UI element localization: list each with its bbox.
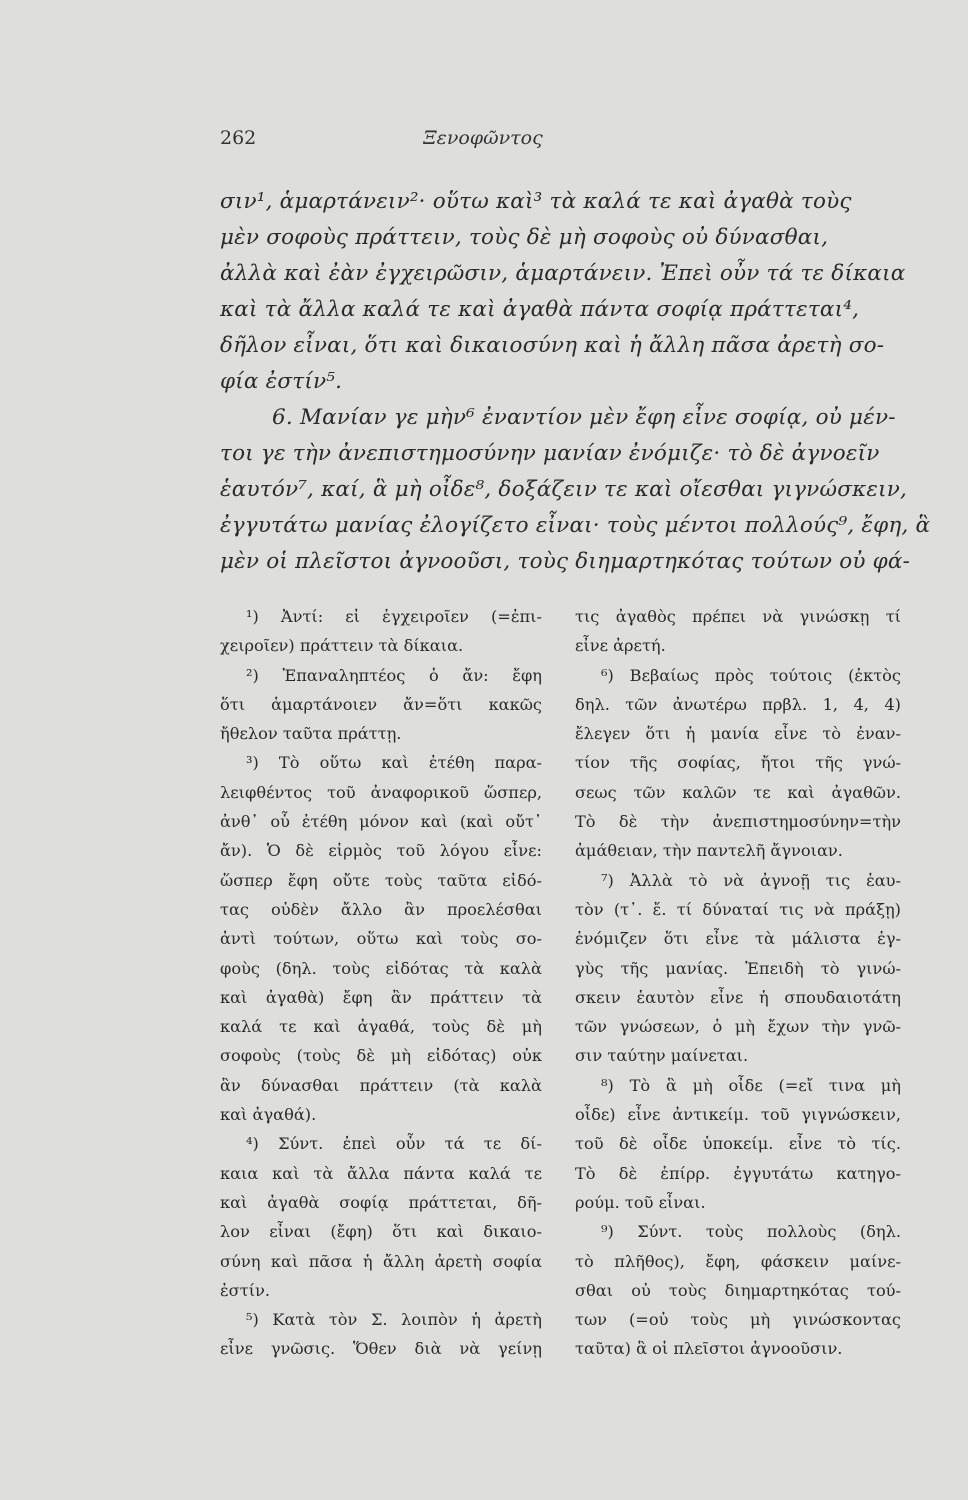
footnote-line: ἔλεγεν ὅτι ἡ μανία εἶνε τὸ ἐναν- — [575, 724, 901, 744]
main-text-line: ἐγγυτάτω μανίας ἐλογίζετο εἶναι· τοὺς μέντοι πολλούς⁹, ἔφη, ἃ — [220, 513, 931, 538]
footnote-line: τοῦ δὲ οἶδε ὑποκείμ. εἶνε τὸ τίς. — [575, 1134, 901, 1154]
footnote-line: καὶ ἀγαθὰ σοφίᾳ πράττεται, δῆ- — [220, 1192, 542, 1212]
main-text-line: μὲν σοφοὺς πράττειν, τοὺς δὲ μὴ σοφοὺς οὐ δύνασθαι, — [220, 225, 829, 250]
footnote-line: τὸ πλῆθος), ἔφη, φάσκειν μαίνε- — [575, 1251, 901, 1271]
footnote-line: εἶνε ἀρετή. — [575, 636, 666, 656]
footnote-line: ³) Τὸ οὕτω καὶ ἐτέθη παρα- — [246, 753, 542, 773]
footnote-line: καια καὶ τὰ ἄλλα πάντα καλά τε — [220, 1163, 542, 1183]
footnote-line: Τὸ δὲ ἐπίρρ. ἐγγυτάτω κατηγο- — [575, 1163, 901, 1183]
footnote-line: των (=οὐ τοὺς μὴ γινώσκοντας — [575, 1310, 901, 1330]
footnote-line: καλά τε καὶ ἀγαθά, τοὺς δὲ μὴ — [220, 1017, 542, 1037]
footnote-line: ⁴) Σύντ. ἐπεὶ οὖν τά τε δί- — [246, 1134, 542, 1154]
footnote-line: ⁷) Ἀλλὰ τὸ νὰ ἀγνοῇ τις ἑαυ- — [601, 870, 901, 890]
footnote-line: ⁵) Κατὰ τὸν Σ. λοιπὸν ἡ ἀρετὴ — [246, 1310, 542, 1330]
footnote-line: ²) Ἐπαναληπτέος ὁ ἄν: ἔφη — [246, 665, 542, 685]
footnote-line: ἐστίν. — [220, 1280, 271, 1300]
main-text-line: ἑαυτόν⁷, καί, ἃ μὴ οἶδε⁸, δοξάζειν τε καὶ οἴεσθαι γιγνώσκειν, — [220, 477, 908, 502]
footnote-line: δηλ. τῶν ἀνωτέρω πρβλ. 1, 4, 4) — [575, 694, 901, 714]
main-text-line: μὲν οἱ πλεῖστοι ἀγνοοῦσι, τοὺς διημαρτηκότας τούτων οὐ φά- — [220, 549, 911, 574]
footnote-line: σθαι οὐ τοὺς διημαρτηκότας τού- — [575, 1280, 901, 1300]
footnote-line: ἀνθ᾽ οὗ ἐτέθη μόνον καὶ (καὶ οὔτ᾽ — [220, 812, 542, 832]
page-number: 262 — [220, 127, 257, 149]
footnote-line: οἶδε) εἶνε ἀντικείμ. τοῦ γιγνώσκειν, — [575, 1105, 901, 1125]
footnote-line: γὺς τῆς μανίας. Ἐπειδὴ τὸ γινώ- — [575, 958, 901, 978]
main-text-block — [220, 184, 931, 580]
footnote-line: λον εἶναι (ἔφη) ὅτι καὶ δικαιο- — [220, 1222, 542, 1242]
footnote-line: τίον τῆς σοφίας, ἤτοι τῆς γνώ- — [575, 753, 901, 773]
footnotes-left-column — [220, 602, 542, 1364]
footnote-line: σκειν ἑαυτὸν εἶνε ἡ σπουδαιοτάτη — [575, 987, 901, 1007]
footnote-line: ἀμάθειαν, τὴν παντελῆ ἄγνοιαν. — [575, 841, 843, 861]
footnote-line: ἐνόμιζεν ὅτι εἶνε τὰ μάλιστα ἐγ- — [575, 929, 901, 949]
footnote-line: σοφοὺς (τοὺς δὲ μὴ εἰδότας) οὐκ — [220, 1046, 542, 1066]
footnote-line: λειφθέντος τοῦ ἀναφορικοῦ ὥσπερ, — [220, 782, 542, 802]
footnote-line: σεως τῶν καλῶν τε καὶ ἀγαθῶν. — [575, 782, 901, 802]
footnote-line: ὅτι ἁμαρτάνοιεν ἄν=ὅτι κακῶς — [220, 694, 542, 714]
footnote-line: ὥσπερ ἔφη οὔτε τοὺς ταῦτα εἰδό- — [220, 870, 542, 890]
footnote-line: ρούμ. τοῦ εἶναι. — [575, 1192, 706, 1212]
footnote-line: ἄν). Ὁ δὲ εἱρμὸς τοῦ λόγου εἶνε: — [220, 841, 542, 861]
main-text-line: δῆλον εἶναι, ὅτι καὶ δικαιοσύνη καὶ ἡ ἄλλη πᾶσα ἀρετὴ σο- — [220, 333, 885, 358]
footnote-line: Τὸ δὲ τὴν ἀνεπιστημοσύνην=τὴν — [575, 812, 901, 832]
page-header — [220, 127, 746, 157]
footnote-line: ἤθελον ταῦτα πράττῃ. — [220, 724, 402, 744]
main-text-line: ἀλλὰ καὶ ἐὰν ἐγχειρῶσιν, ἁμαρτάνειν. Ἐπεὶ οὖν τά τε δίκαια — [220, 261, 906, 286]
footnote-line: σιν ταύτην μαίνεται. — [575, 1046, 749, 1066]
main-text-line: τοι γε τὴν ἀνεπιστημοσύνην μανίαν ἐνόμιζε· τὸ δὲ ἀγνοεῖν — [220, 441, 880, 466]
footnote-line: ⁹) Σύντ. τοὺς πολλοὺς (δηλ. — [601, 1222, 901, 1242]
footnote-line: ταῦτα) ἃ οἱ πλεῖστοι ἀγνοοῦσιν. — [575, 1339, 843, 1359]
footnote-line: ἀντὶ τούτων, οὕτω καὶ τοὺς σο- — [220, 929, 542, 949]
main-text-line: καὶ τὰ ἄλλα καλά τε καὶ ἀγαθὰ πάντα σοφίᾳ πράττεται⁴, — [220, 297, 860, 322]
footnote-line: καὶ ἀγαθὰ) ἔφη ἂν πράττειν τὰ — [220, 987, 542, 1007]
footnote-line: ἂν δύνασθαι πράττειν (τὰ καλὰ — [220, 1075, 542, 1095]
main-text-line: 6. Μανίαν γε μὴν⁶ ἐναντίον μὲν ἔφη εἶνε σοφίᾳ, οὐ μέν- — [272, 405, 896, 430]
footnote-line: τῶν γνώσεων, ὁ μὴ ἔχων τὴν γνῶ- — [575, 1017, 901, 1037]
footnote-line: καὶ ἀγαθά). — [220, 1105, 317, 1125]
footnote-line: χειροῖεν) πράττειν τὰ δίκαια. — [220, 636, 464, 656]
footnote-line: τις ἀγαθὸς πρέπει νὰ γινώσκῃ τί — [575, 607, 901, 626]
footnotes-right-column — [575, 602, 901, 1364]
footnote-line: ¹) Ἀντί: εἰ ἐγχειροῖεν (=ἐπι- — [246, 607, 542, 626]
footnote-line: τὸν (τ᾽. ἔ. τί δύναταί τις νὰ πράξῃ) — [575, 899, 901, 919]
main-text-line: σιν¹, ἁμαρτάνειν²· οὕτω καὶ³ τὰ καλά τε καὶ ἀγαθὰ τοὺς — [220, 189, 852, 214]
footnote-line: φοὺς (δηλ. τοὺς εἰδότας τὰ καλὰ — [220, 958, 542, 978]
running-title: Ξενοφῶντος — [423, 127, 543, 149]
footnote-line: σύνη καὶ πᾶσα ἡ ἄλλη ἀρετὴ σοφία — [220, 1251, 542, 1271]
footnote-line: εἶνε γνῶσις. Ὅθεν διὰ νὰ γείνῃ — [220, 1339, 542, 1359]
footnote-line: ⁸) Τὸ ἃ μὴ οἶδε (=εἴ τινα μὴ — [601, 1075, 901, 1095]
main-text-line: φία ἐστίν⁵. — [220, 369, 343, 394]
footnote-line: τας οὐδὲν ἄλλο ἂν προελέσθαι — [220, 899, 542, 919]
footnote-line: ⁶) Βεβαίως πρὸς τούτοις (ἐκτὸς — [601, 665, 901, 685]
